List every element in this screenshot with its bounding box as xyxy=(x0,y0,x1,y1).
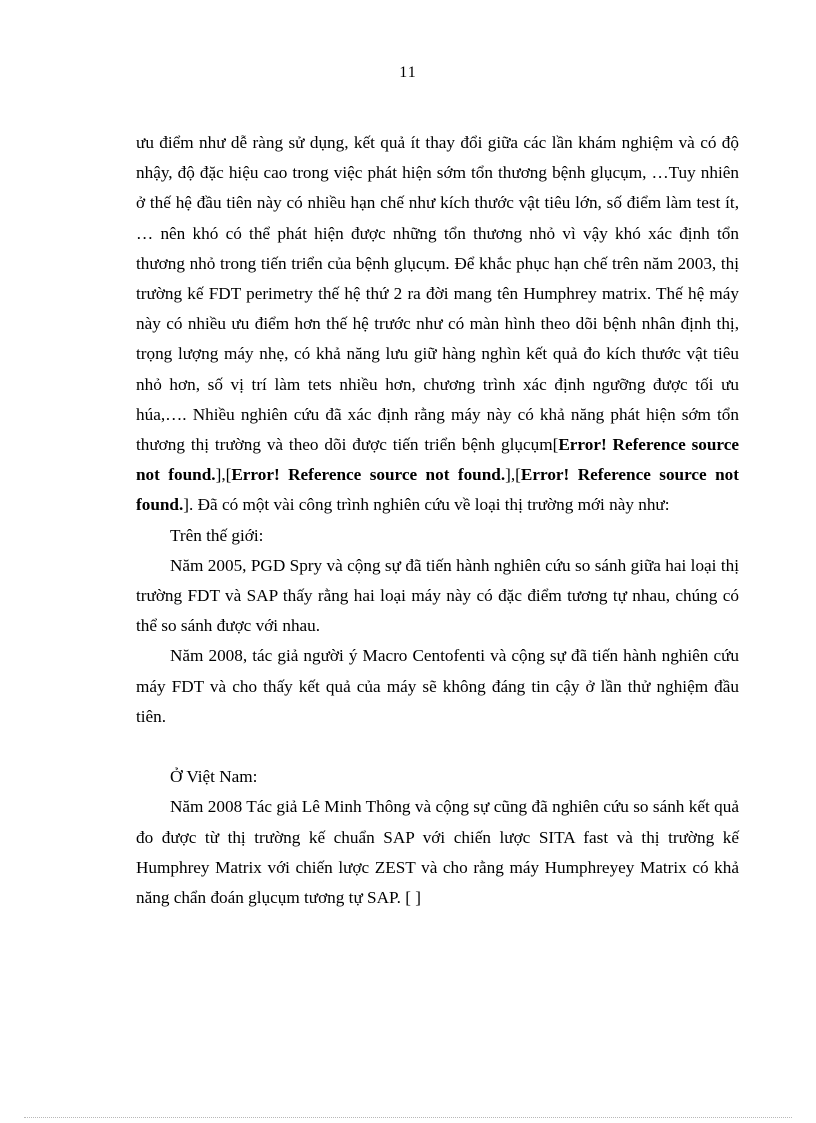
intro-closing-text: ]. Đã có một vài công trình nghiên cứu về loại thị trường mới này như: xyxy=(183,495,670,515)
paragraph-le-minh-thong-2008: Năm 2008 Tác giả Lê Minh Thông và cộng sự cũng đã nghiên cứu so sánh kết quả đo được từ thị trường kế chuẩn SAP với chiến lược SITA fast và thị trường kế Humphrey Matrix với chiến lược ZEST và cho rằng máy Humphreyey Matrix có khả năng chẩn đoán glụcụm tương tự SAP. [ ] xyxy=(136,797,739,908)
body-text xyxy=(136,128,739,913)
bracket-separator-2: ],[ xyxy=(505,465,521,485)
reference-error-1: Error! Reference source not found. xyxy=(136,435,739,485)
heading-world: Trên thế giới: xyxy=(170,525,264,545)
page-bottom-divider xyxy=(24,1117,792,1118)
blank-line xyxy=(136,732,739,762)
reference-error-2: Error! Reference source not found. xyxy=(231,465,506,485)
page-number: 11 xyxy=(399,64,417,81)
heading-vietnam: Ở Việt Nam: xyxy=(170,767,258,787)
paragraph-spry-2005: Năm 2005, PGD Spry và cộng sự đã tiến hành nghiên cứu so sánh giữa hai loại thị trường FDT và SAP thấy rằng hai loại máy này có đặc điểm tương tự nhau, chúng có thể so sánh được với nhau. xyxy=(136,555,739,636)
bracket-separator-1: ],[ xyxy=(215,465,232,485)
paragraph-intro xyxy=(136,128,739,521)
intro-text: ưu điểm như dễ ràng sử dụng, kết quả ít thay đổi giữa các lần khám nghiệm và có độ nhậy, độ đặc hiệu cao trong việc phát hiện sớm tổn thương bệnh glụcụm, …Tuy nhiên ở thế hệ đầu tiên này có nhiều hạn chế như kích thước vật tiêu lớn, số điểm làm test ít, … nên khó có thể phát hiện được những tổn thương nhỏ vì vậy khó xác định tổn thương nhỏ trong tiến triển của bệnh glụcụm. Để khắc phục hạn chế trên năm 2003, thị trường kế FDT perimetry thế hệ thứ 2 ra đời mang tên Humphrey matrix. Thế hệ máy này có nhiều ưu điểm hơn thế hệ trước như có màn hình theo dõi bệnh nhân định thị, trọng lượng máy nhẹ, có khả năng lưu giữ hàng nghìn kết quả đo kích thước vật tiêu nhỏ hơn, số vị trí làm tets nhiều hơn, chương trình xác định ngưỡng được tối ưu húa,…. Nhiều nghiên cứu đã xác định rằng máy này có khả năng phát hiện sớm tổn thương thị trường và theo dõi được tiến triển bệnh glụcụm[ xyxy=(136,133,739,455)
reference-error-3: Error! Reference source not found. xyxy=(136,465,739,515)
paragraph-centofenti-2008: Năm 2008, tác giả người ý Macro Centofenti và cộng sự đã tiến hành nghiên cứu máy FDT và cho thấy kết quả của máy sẽ không đáng tin cậy ở lần thử nghiệm đầu tiên. xyxy=(136,646,739,726)
